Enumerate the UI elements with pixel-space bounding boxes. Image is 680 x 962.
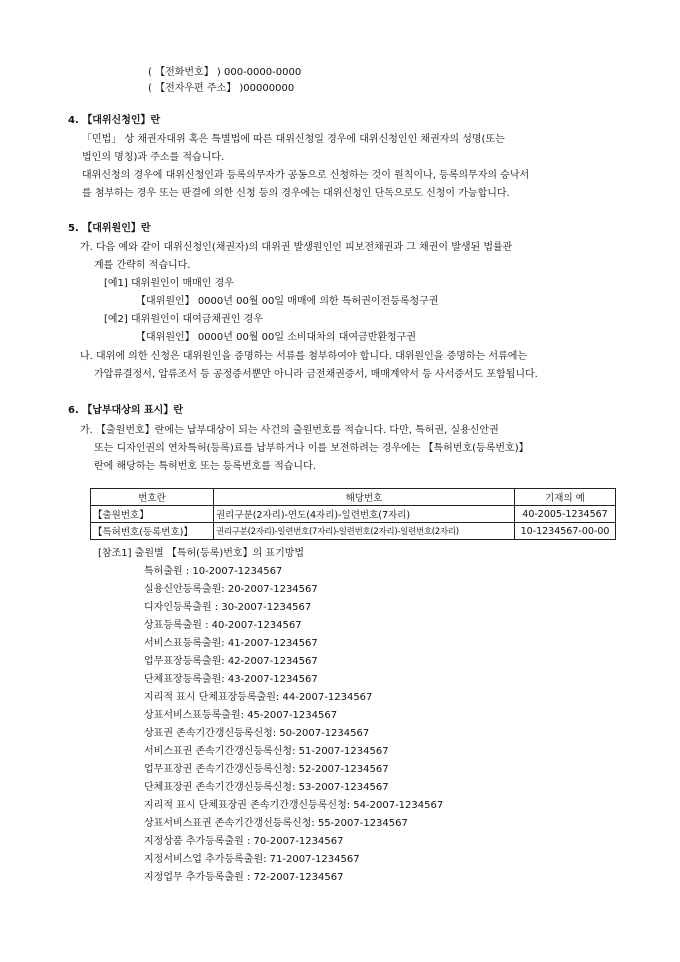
reference-item: 업무표장등록출원: 42-2007-1234567 (144, 656, 318, 667)
section-5-item-a-2: 계를 간략히 적습니다. (94, 260, 191, 271)
section-4-text-1: 「민법」 상 채권자대위 혹은 특별법에 따른 대위신청일 경우에 대위신청인인 채권자의 성명(또는 (82, 134, 505, 145)
table-header-cell: 해당번호 (214, 489, 515, 506)
table-row (91, 523, 616, 540)
example-2-detail: 【대위원인】 0000년 00월 00일 소비대차의 대여금반환청구권 (136, 332, 416, 343)
reference-item: 상표권 존속기간갱신등록신청: 50-2007-1234567 (144, 728, 370, 739)
section-4-text-3: 대위신청의 경우에 대위신청인과 등록의무자가 공동으로 신청하는 것이 원칙이나, 등록의무자의 승낙서 (82, 170, 530, 181)
number-format-table (90, 488, 616, 540)
reference-item: 지정상품 추가등록출원 : 70-2007-1234567 (144, 836, 344, 847)
reference-item: 지리적 표시 단체표장등록출원: 44-2007-1234567 (144, 692, 373, 703)
example-1-title: [예1] 대위원인이 매매인 경우 (104, 278, 234, 289)
section-5-item-b-1: 나. 대위에 의한 신청은 대위원인을 증명하는 서류를 첨부하여야 합니다. 대위원인을 증명하는 서류에는 (80, 351, 528, 362)
table-cell: 40-2005-1234567 (515, 506, 616, 523)
reference-item: 단체표장권 존속기간갱신등록신청: 53-2007-1234567 (144, 782, 389, 793)
section-6-item-a-3: 란에 해당하는 특허번호 또는 등록번호를 적습니다. (94, 461, 316, 472)
reference-item: 서비스표권 존속기간갱신등록신청: 51-2007-1234567 (144, 746, 389, 757)
section-6-heading: 6. 【납부대상의 표시】란 (68, 405, 183, 416)
section-4-text-2: 법인의 명칭)과 주소를 적습니다. (82, 152, 225, 163)
phone-line: ( 【전화번호】 ) 000-0000-0000 (148, 67, 302, 78)
table-header-row (91, 489, 616, 506)
section-4-heading: 4. 【대위신청인】란 (68, 115, 161, 126)
reference-item: 디자인등록출원 : 30-2007-1234567 (144, 602, 312, 613)
reference-item: 지리적 표시 단체표장권 존속기간갱신등록신청: 54-2007-1234567 (144, 800, 444, 811)
table-header-cell: 번호란 (91, 489, 214, 506)
reference-item: 지정서비스업 추가등록출원: 71-2007-1234567 (144, 854, 360, 865)
email-line: ( 【전자우편 주소】 )00000000 (148, 83, 295, 94)
reference-item: 상표서비스표등록출원: 45-2007-1234567 (144, 710, 338, 721)
section-4-text-4: 를 첨부하는 경우 또는 판결에 의한 신청 등의 경우에는 대위신청인 단독으로도 신청이 가능합니다. (82, 188, 510, 199)
table-cell: 권리구분(2자리)-일련번호(7자리)-일련번호(2자리)-일련번호(2자리) (214, 523, 515, 540)
table-cell: 【특허번호(등록번호)】 (91, 523, 214, 540)
section-5-item-b-2: 가압류결정서, 압류조서 등 공정증서뿐만 아니라 금전채권증서, 매매계약서 등 사서증서도 포함됩니다. (94, 369, 538, 380)
table-cell: 권리구분(2자리)-연도(4자리)-일련번호(7자리) (214, 506, 515, 523)
reference-item: 상표등록출원 : 40-2007-1234567 (144, 620, 302, 631)
section-6-item-a-2: 또는 디자인권의 연차특허(등록)료를 납부하거나 이를 보전하려는 경우에는 【특허번호(등록번호)】 (94, 443, 529, 454)
reference-item: 상표서비스표권 존속기간갱신등록신청: 55-2007-1234567 (144, 818, 408, 829)
table-row (91, 506, 616, 523)
reference-item: 단체표장등록출원: 43-2007-1234567 (144, 674, 318, 685)
table-header-cell: 기재의 예 (515, 489, 616, 506)
reference-item: 실용신안등록출원: 20-2007-1234567 (144, 584, 318, 595)
table-cell: 【출원번호】 (91, 506, 214, 523)
reference-item: 서비스표등록출원: 41-2007-1234567 (144, 638, 318, 649)
reference-item: 지정업무 추가등록출원 : 72-2007-1234567 (144, 872, 344, 883)
reference-item: 특허출원 : 10-2007-1234567 (144, 566, 283, 577)
section-6-item-a-1: 가. 【출원번호】란에는 납부대상이 되는 사건의 출원번호를 적습니다. 다만, 특허권, 실용신안권 (80, 425, 499, 436)
section-5-heading: 5. 【대위원인】란 (68, 223, 151, 234)
example-2-title: [예2] 대위원인이 대여금채권인 경우 (104, 314, 263, 325)
reference-item: 업무표장권 존속기간갱신등록신청: 52-2007-1234567 (144, 764, 389, 775)
example-1-detail: 【대위원인】 0000년 00월 00일 매매에 의한 특허권이전등록청구권 (136, 296, 439, 307)
reference-title: [참조1] 출원별 【특허(등록)번호】의 표기방법 (98, 548, 305, 559)
section-5-item-a-1: 가. 다음 예와 같이 대위신청인(채권자)의 대위권 발생원인인 피보전채권과 그 채권이 발생된 법률관 (80, 242, 513, 253)
table-cell: 10-1234567-00-00 (515, 523, 616, 540)
